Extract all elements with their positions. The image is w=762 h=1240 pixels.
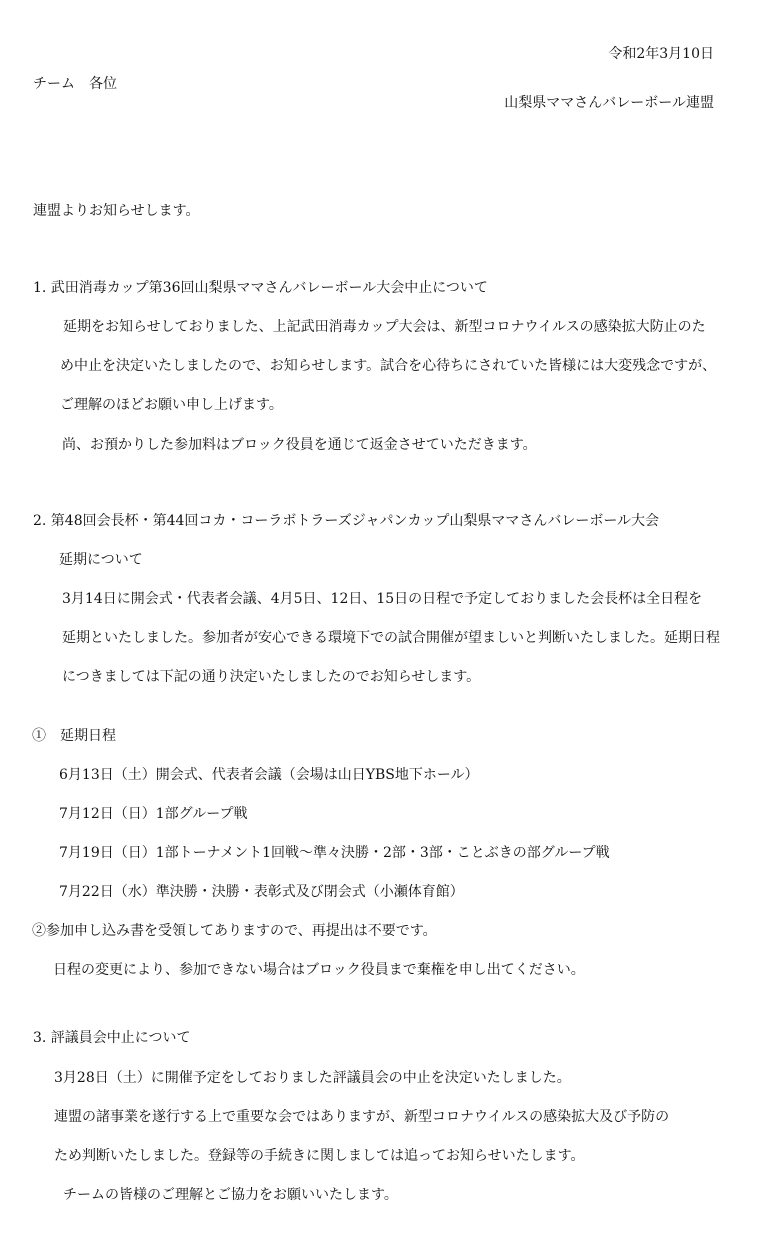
- section2-title: 2. 第48回会長杯・第44回コカ・コーラボトラーズジャパンカップ山梨県ママさんバレーボール大会: [33, 513, 660, 529]
- section1-line: め中止を決定いたしましたので、お知らせします。試合を心待ちにされていた皆様には大変残念ですが、: [60, 358, 717, 374]
- note-heading: ②参加申し込み書を受領してありますので、再提出は不要です。: [32, 923, 437, 939]
- schedule-heading: ① 延期日程: [32, 728, 116, 744]
- sender-organization: 山梨県ママさんバレーボール連盟: [504, 95, 714, 111]
- section3-title: 3. 評議員会中止について: [33, 1030, 191, 1046]
- section3-line: ため判断いたしました。登録等の手続きに関しましては追ってお知らせいたします。: [54, 1148, 585, 1164]
- note-line: 日程の変更により、参加できない場合はブロック役員まで棄権を申し出てください。: [53, 962, 585, 978]
- section2-line: 3月14日に開会式・代表者会議、4月5日、12日、15日の日程で予定しておりました会長杯は全日程を: [62, 591, 703, 607]
- schedule-item: 7月19日（日）1部トーナメント1回戦～準々決勝・2部・3部・ことぶきの部グループ戦: [59, 845, 610, 861]
- schedule-item: 7月22日（水）準決勝・決勝・表彰式及び閉会式（小瀬体育館）: [59, 884, 464, 900]
- section1-line: 尚、お預かりした参加料はブロック役員を通じて返金させていただきます。: [62, 437, 537, 453]
- recipient: チーム 各位: [33, 76, 117, 92]
- section1-title: 1. 武田消毒カップ第36回山梨県ママさんバレーボール大会中止について: [33, 280, 488, 296]
- schedule-item: 7月12日（日）1部グループ戦: [59, 806, 248, 822]
- section2-title-continuation: 延期について: [59, 552, 143, 568]
- issue-date: 令和2年3月10日: [608, 46, 714, 62]
- section1-line: 延期をお知らせしておりました、上記武田消毒カップ大会は、新型コロナウイルスの感染拡大防止のた: [63, 319, 706, 335]
- intro-text: 連盟よりお知らせします。: [33, 203, 200, 219]
- section3-line: 3月28日（土）に開催予定をしておりました評議員会の中止を決定いたしました。: [54, 1070, 571, 1086]
- section2-line: につきましては下記の通り決定いたしましたのでお知らせします。: [62, 669, 481, 685]
- section3-line: チームの皆様のご理解とご協力をお願いいたします。: [63, 1187, 398, 1203]
- schedule-item: 6月13日（土）開会式、代表者会議（会場は山日YBS地下ホール）: [59, 767, 479, 783]
- section1-line: ご理解のほどお願い申し上げます。: [60, 397, 283, 413]
- section3-line: 連盟の諸事業を遂行する上で重要な会ではありますが、新型コロナウイルスの感染拡大及び予防の: [54, 1109, 670, 1125]
- section2-line: 延期といたしました。参加者が安心できる環境下での試合開催が望ましいと判断いたしました。延期日程: [62, 630, 720, 646]
